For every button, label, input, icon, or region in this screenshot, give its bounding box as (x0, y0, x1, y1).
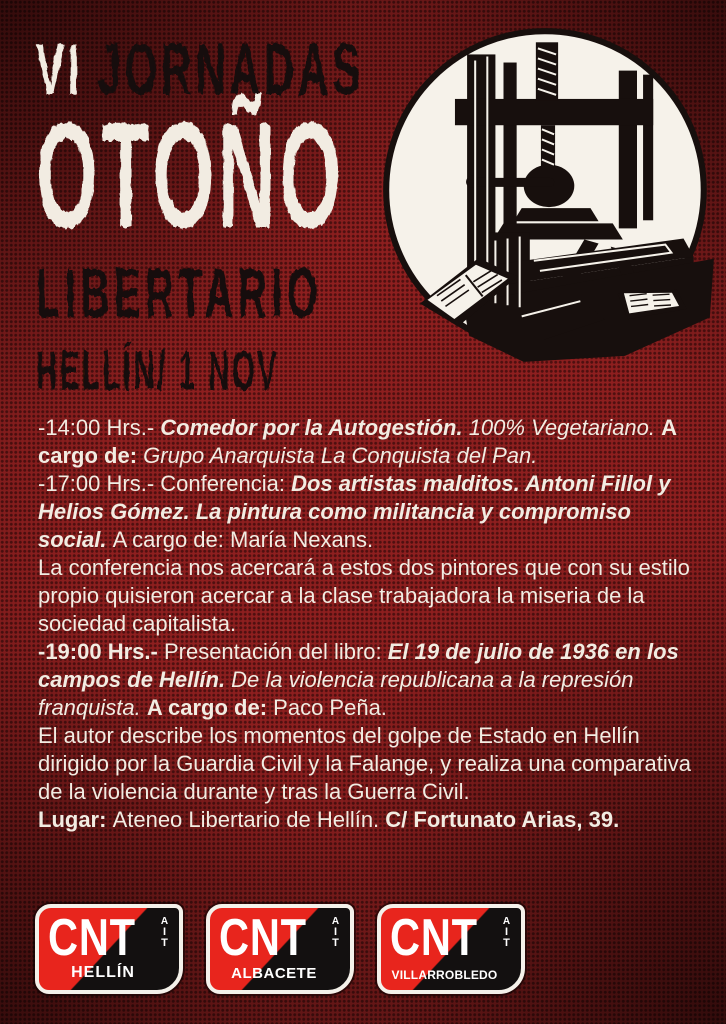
title-place-date: HELLÍN/ 1 NOV (36, 339, 280, 401)
cnt-logo-villarrobledo (377, 904, 525, 994)
event-conferencia (38, 470, 694, 638)
event-description: La conferencia nos acercará a estos dos pintores que con su estilo propio quisieron acercar a la clase trabajadora la miseria de la sociedad capitalista. (38, 555, 690, 636)
ait-monogram: A I T (502, 916, 511, 949)
ait-monogram: A I T (331, 916, 340, 949)
ait-monogram: A I T (160, 916, 169, 949)
logo-location: VILLARROBLEDO (391, 968, 498, 982)
cnt-wordmark: CNT (390, 909, 478, 967)
event-time: -14:00 Hrs.- (38, 415, 161, 440)
logo-location: ALBACETE (231, 965, 317, 982)
event-comedor (38, 414, 694, 470)
title-numeral: VI (36, 30, 84, 110)
event-detail: 100% Vegetariano. (468, 415, 662, 440)
cnt-logo-albacete (206, 904, 354, 994)
event-intro: Presentación del libro: (163, 639, 388, 664)
cnt-wordmark: CNT (48, 909, 136, 967)
printing-press-illustration (370, 16, 726, 372)
title-word-libertario: LIBERTARIO (36, 254, 323, 332)
printing-press-icon (370, 16, 726, 372)
logo-row (35, 904, 525, 994)
venue-address: C/ Fortunato Arias, 39. (385, 807, 620, 832)
event-title: El 19 de julio de 1936 en los campos de Hellín. (38, 639, 679, 692)
event-cargo-label: A cargo de: (38, 415, 677, 468)
event-cargo: A cargo de: María Nexans. (112, 527, 374, 552)
event-description: El autor describe los momentos del golpe de Estado en Hellín dirigido por la Guardia Civil y la Falange, y realiza una comparativa de la violencia durante y tras la Guerra Civil. (38, 723, 691, 804)
event-time: -17:00 Hrs.- Conferencia: (38, 471, 292, 496)
event-title: Dos artistas malditos. Antoni Fillol y Helios Gómez. La pintura como militancia y compromiso social. (38, 471, 671, 552)
title-word-otono: OTOÑO (36, 91, 345, 259)
event-subtitle: De la violencia republicana a la represión franquista. (38, 667, 634, 720)
event-time: -19:00 Hrs.- (38, 639, 164, 664)
logo-location: HELLÍN (71, 964, 135, 981)
event-cargo-label: A cargo de: (146, 695, 274, 720)
title-word-jornadas: JORNADAS (97, 30, 365, 110)
event-title: Comedor por la Autogestión. (160, 415, 469, 440)
venue-label: Lugar: (38, 807, 113, 832)
event-cargo: Paco Peña. (273, 695, 387, 720)
event-cargo: Grupo Anarquista La Conquista del Pan. (143, 443, 538, 468)
venue-name: Ateneo Libertario de Hellín. (112, 807, 386, 832)
schedule-text (38, 414, 694, 834)
cnt-logo-hellin (35, 904, 183, 994)
cnt-wordmark: CNT (219, 909, 307, 967)
event-presentacion (38, 638, 694, 806)
venue-line (38, 806, 694, 834)
